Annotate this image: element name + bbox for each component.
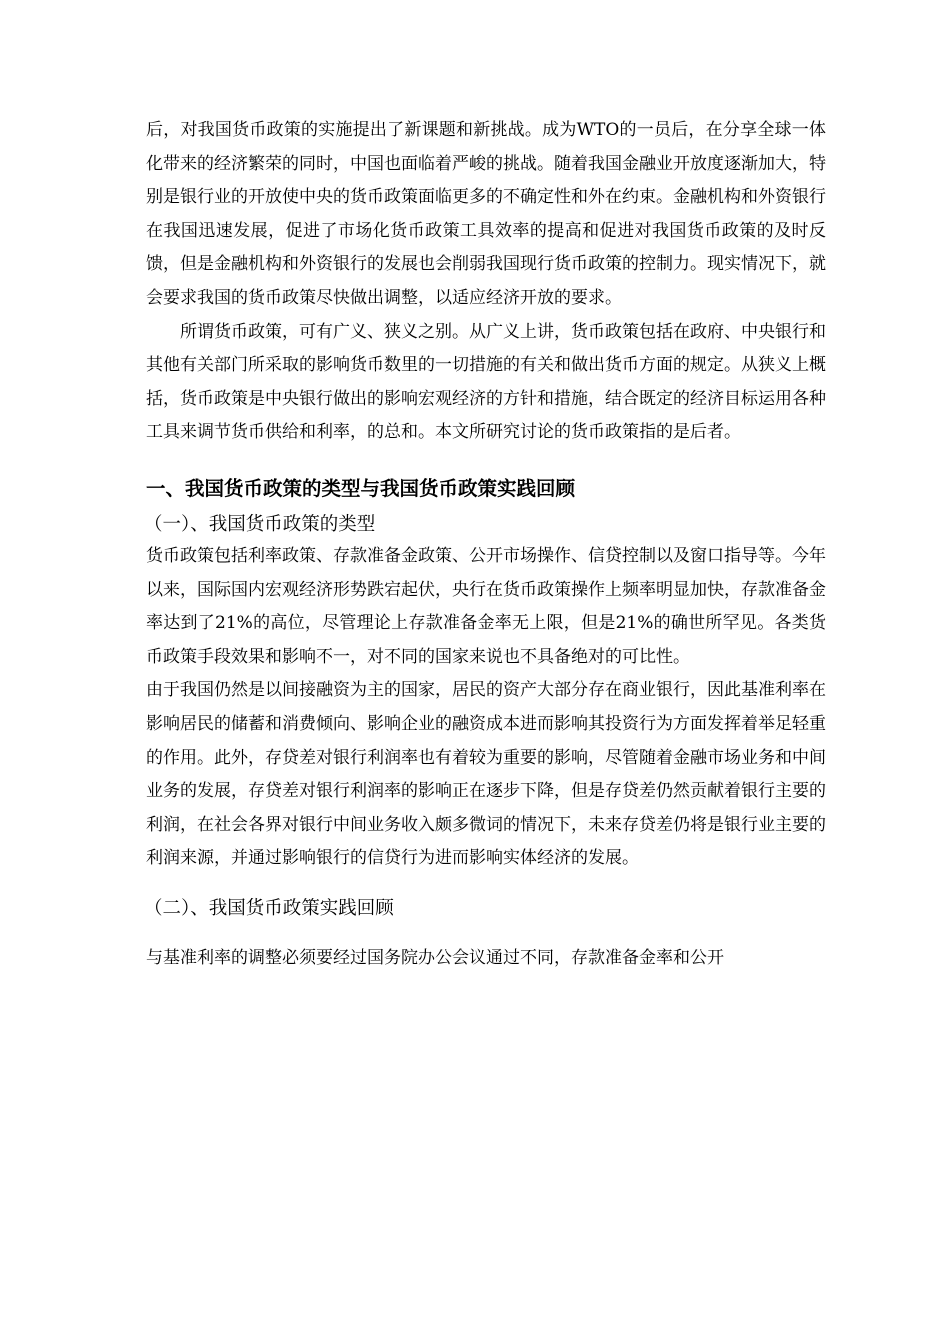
- intro-paragraph-1: 后，对我国货币政策的实施提出了新课题和新挑战。成为WTO的一员后，在分享全球一体化带来的经济繁荣的同时，中国也面临着严峻的挑战。随着我国金融业开放度逐渐加大，特别是银行业的开放使中央的货币政策面临更多的不确定性和外在约束。金融机构和外资银行在我国迅速发展，促进了市场化货币政策工具效率的提高和促进对我国货币政策的及时反馈，但是金融机构和外资银行的发展也会削弱我国现行货币政策的控制力。现实情况下，就会要求我国的货币政策尽快做出调整，以适应经济开放的要求。: [146, 120, 826, 308]
- subsection-heading-2: （二）、我国货币政策实践回顾: [144, 897, 394, 919]
- subsection-heading-1: （一）、我国货币政策的类型: [144, 513, 376, 535]
- subsection-1-paragraph-2: 由于我国仍然是以间接融资为主的国家，居民的资产大部分存在商业银行，因此基准利率在影响居民的储蓄和消费倾向、影响企业的融资成本进而影响其投资行为方面发挥着举足轻重的作用。此外，存贷差对银行利润率也有着较为重要的影响，尽管随着金融市场业务和中间业务的发展，存贷差对银行利润率的影响正在逐步下降，但是存贷差仍然贡献着银行主要的利润，在社会各界对银行中间业务收入颇多微词的情况下，未来存贷差仍将是银行业主要的利润来源，并通过影响银行的信贷行为进而影响实体经济的发展。: [146, 680, 826, 869]
- subsection-1-paragraph-1: 货币政策包括利率政策、存款准备金政策、公开市场操作、信贷控制以及窗口指导等。今年以来，国际国内宏观经济形势跌宕起伏，央行在货币政策操作上频率明显加快，存款准备金率达到了21%的高位，尽管理论上存款准备金率无上限，但是21%的确世所罕见。各类货币政策手段效果和影响不一，对不同的国家来说也不具备绝对的可比性。: [146, 545, 826, 667]
- document-body: [146, 114, 826, 975]
- intro-paragraph-2: 所谓货币政策，可有广义、狭义之别。从广义上讲，货币政策包括在政府、中央银行和其他有关部门所采取的影响货币数里的一切措施的有关和做出货币方面的规定。从狭义上概括，货币政策是中央银行做出的影响宏观经济的方针和措施，结合既定的经济目标运用各种工具来调节货币供给和利率，的总和。本文所研究讨论的货币政策指的是后者。: [146, 321, 826, 443]
- subsection-2-paragraph-1: 与基准利率的调整必须要经过国务院办公会议通过不同，存款准备金率和公开: [146, 947, 724, 968]
- section-heading-1: 一、我国货币政策的类型与我国货币政策实践回顾: [146, 476, 576, 500]
